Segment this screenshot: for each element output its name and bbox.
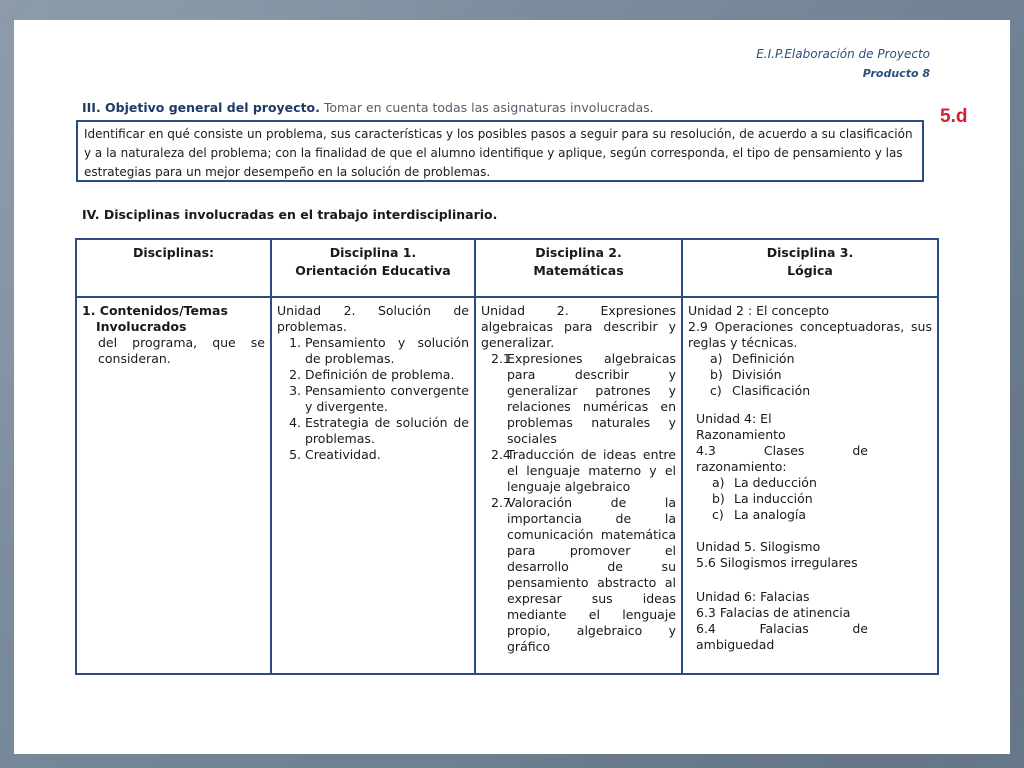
item-text: La analogía bbox=[734, 507, 807, 522]
slide-number-badge: 5.d bbox=[940, 106, 968, 127]
header-disciplina-1-line1: Disciplina 1. bbox=[329, 245, 417, 260]
logica-unit-2-list bbox=[688, 351, 932, 399]
item-letter: c) bbox=[712, 507, 724, 522]
disciplines-table bbox=[75, 238, 939, 675]
item-letter: c) bbox=[710, 383, 722, 398]
item-text: División bbox=[732, 367, 782, 382]
orientacion-list bbox=[277, 335, 469, 463]
list-item: 5. Creatividad. bbox=[305, 447, 469, 463]
logica-unit-6-title: Unidad 6: Falacias bbox=[696, 589, 810, 604]
matematicas-item-num: 2.1 bbox=[491, 351, 511, 366]
section-3-heading bbox=[82, 100, 654, 115]
list-item bbox=[712, 507, 868, 523]
list-item: 3. Pensamiento convergente y divergente. bbox=[305, 383, 469, 415]
table-content-row bbox=[76, 297, 938, 674]
row-label-line3: del programa, que se consideran. bbox=[98, 335, 265, 366]
logica-cell bbox=[682, 297, 938, 674]
matematicas-item-text: Valoración de la importancia de la comunicación matemática para promover el desarrollo de su pensamiento abstracto al expresar sus ideas mediante el lenguaje propio, algebraico y gráfico bbox=[507, 495, 676, 654]
item-text: La deducción bbox=[734, 475, 817, 490]
matematicas-item-num: 2.4 bbox=[491, 447, 511, 462]
item-letter: a) bbox=[712, 475, 725, 490]
matematicas-item-text: Expresiones algebraicas para describir y generalizar patrones y relaciones numéricas en problemas naturales y sociales bbox=[507, 351, 676, 446]
orientacion-cell bbox=[271, 297, 475, 674]
list-item: 2. Definición de problema. bbox=[305, 367, 469, 383]
header-disciplina-2 bbox=[475, 239, 682, 297]
item-letter: b) bbox=[712, 491, 725, 506]
logica-unit-6-sub2: 6.4 Falacias de ambiguedad bbox=[696, 621, 868, 652]
logica-unit-4-title2: Razonamiento bbox=[696, 427, 786, 442]
header-disciplinas bbox=[76, 239, 271, 297]
logica-unit-2-sub: 2.9 Operaciones conceptuadoras, sus reglas y técnicas. bbox=[688, 319, 932, 350]
logica-unit-6-sub1: 6.3 Falacias de atinencia bbox=[696, 605, 851, 620]
item-letter: b) bbox=[710, 367, 723, 382]
list-item bbox=[712, 491, 868, 507]
logica-unit-4-sub: 4.3 Clases de razonamiento: bbox=[696, 443, 868, 474]
section-4-heading: IV. Disciplinas involucradas en el trabajo interdisciplinario. bbox=[82, 207, 498, 222]
header-disciplinas-label: Disciplinas: bbox=[132, 245, 215, 260]
matematicas-intro: Unidad 2. Expresiones algebraicas para describir y generalizar. bbox=[481, 303, 676, 350]
header-disciplina-1 bbox=[271, 239, 475, 297]
header-product-label: Producto 8 bbox=[862, 67, 930, 80]
header-disciplina-3 bbox=[682, 239, 938, 297]
section-3-subtitle: Tomar en cuenta todas las asignaturas involucradas. bbox=[319, 100, 654, 115]
logica-unit-4-title1: Unidad 4: El bbox=[696, 411, 772, 426]
slide-page bbox=[14, 20, 1010, 754]
header-disciplina-3-line1: Disciplina 3. bbox=[766, 245, 854, 260]
section-3-title: III. Objetivo general del proyecto. bbox=[82, 100, 320, 115]
logica-unit-5-sub: 5.6 Silogismos irregulares bbox=[696, 555, 858, 570]
list-item: 1. Pensamiento y solución de problemas. bbox=[305, 335, 469, 367]
list-item bbox=[710, 367, 932, 383]
objective-box: Identificar en qué consiste un problema, sus características y los posibles pasos a seguir para su resolución, de acuerdo a su clasificación y a la naturaleza del problema; con la finalidad de que el alumno identifique y aplique, según corresponda, el tipo de pensamiento y las estrategias para un mejor desempeño en la solución de problemas. bbox=[76, 120, 924, 182]
list-item bbox=[710, 351, 932, 367]
header-disciplina-1-line2: Orientación Educativa bbox=[295, 263, 451, 278]
header-project-title: E.I.P.Elaboración de Proyecto bbox=[756, 47, 930, 61]
matematicas-cell bbox=[475, 297, 682, 674]
matematicas-item-text: Traducción de ideas entre el lenguaje materno y el lenguaje algebraico bbox=[507, 447, 676, 494]
row-label-line2: Involucrados bbox=[96, 319, 187, 334]
row-label-cell bbox=[76, 297, 271, 674]
logica-unit-4-list bbox=[696, 475, 868, 523]
header-disciplina-2-line1: Disciplina 2. bbox=[535, 245, 622, 260]
list-item: 4. Estrategia de solución de problemas. bbox=[305, 415, 469, 447]
item-text: Clasificación bbox=[732, 383, 811, 398]
list-item bbox=[710, 383, 932, 399]
list-item bbox=[712, 475, 868, 491]
header-disciplina-2-line2: Matemáticas bbox=[533, 263, 624, 278]
logica-unit-5-title: Unidad 5. Silogismo bbox=[696, 539, 821, 554]
logica-unit-2-title: Unidad 2 : El concepto bbox=[688, 303, 829, 318]
header-disciplina-3-line2: Lógica bbox=[787, 263, 833, 278]
item-text: Definición bbox=[732, 351, 795, 366]
item-text: La inducción bbox=[734, 491, 813, 506]
orientacion-intro: Unidad 2. Solución de problemas. bbox=[277, 303, 469, 334]
matematicas-item-num: 2.7 bbox=[491, 495, 511, 510]
table-header-row bbox=[76, 239, 938, 297]
logica-unit-4-block bbox=[688, 411, 868, 653]
row-label-line1: 1. Contenidos/Temas bbox=[82, 303, 228, 318]
item-letter: a) bbox=[710, 351, 723, 366]
